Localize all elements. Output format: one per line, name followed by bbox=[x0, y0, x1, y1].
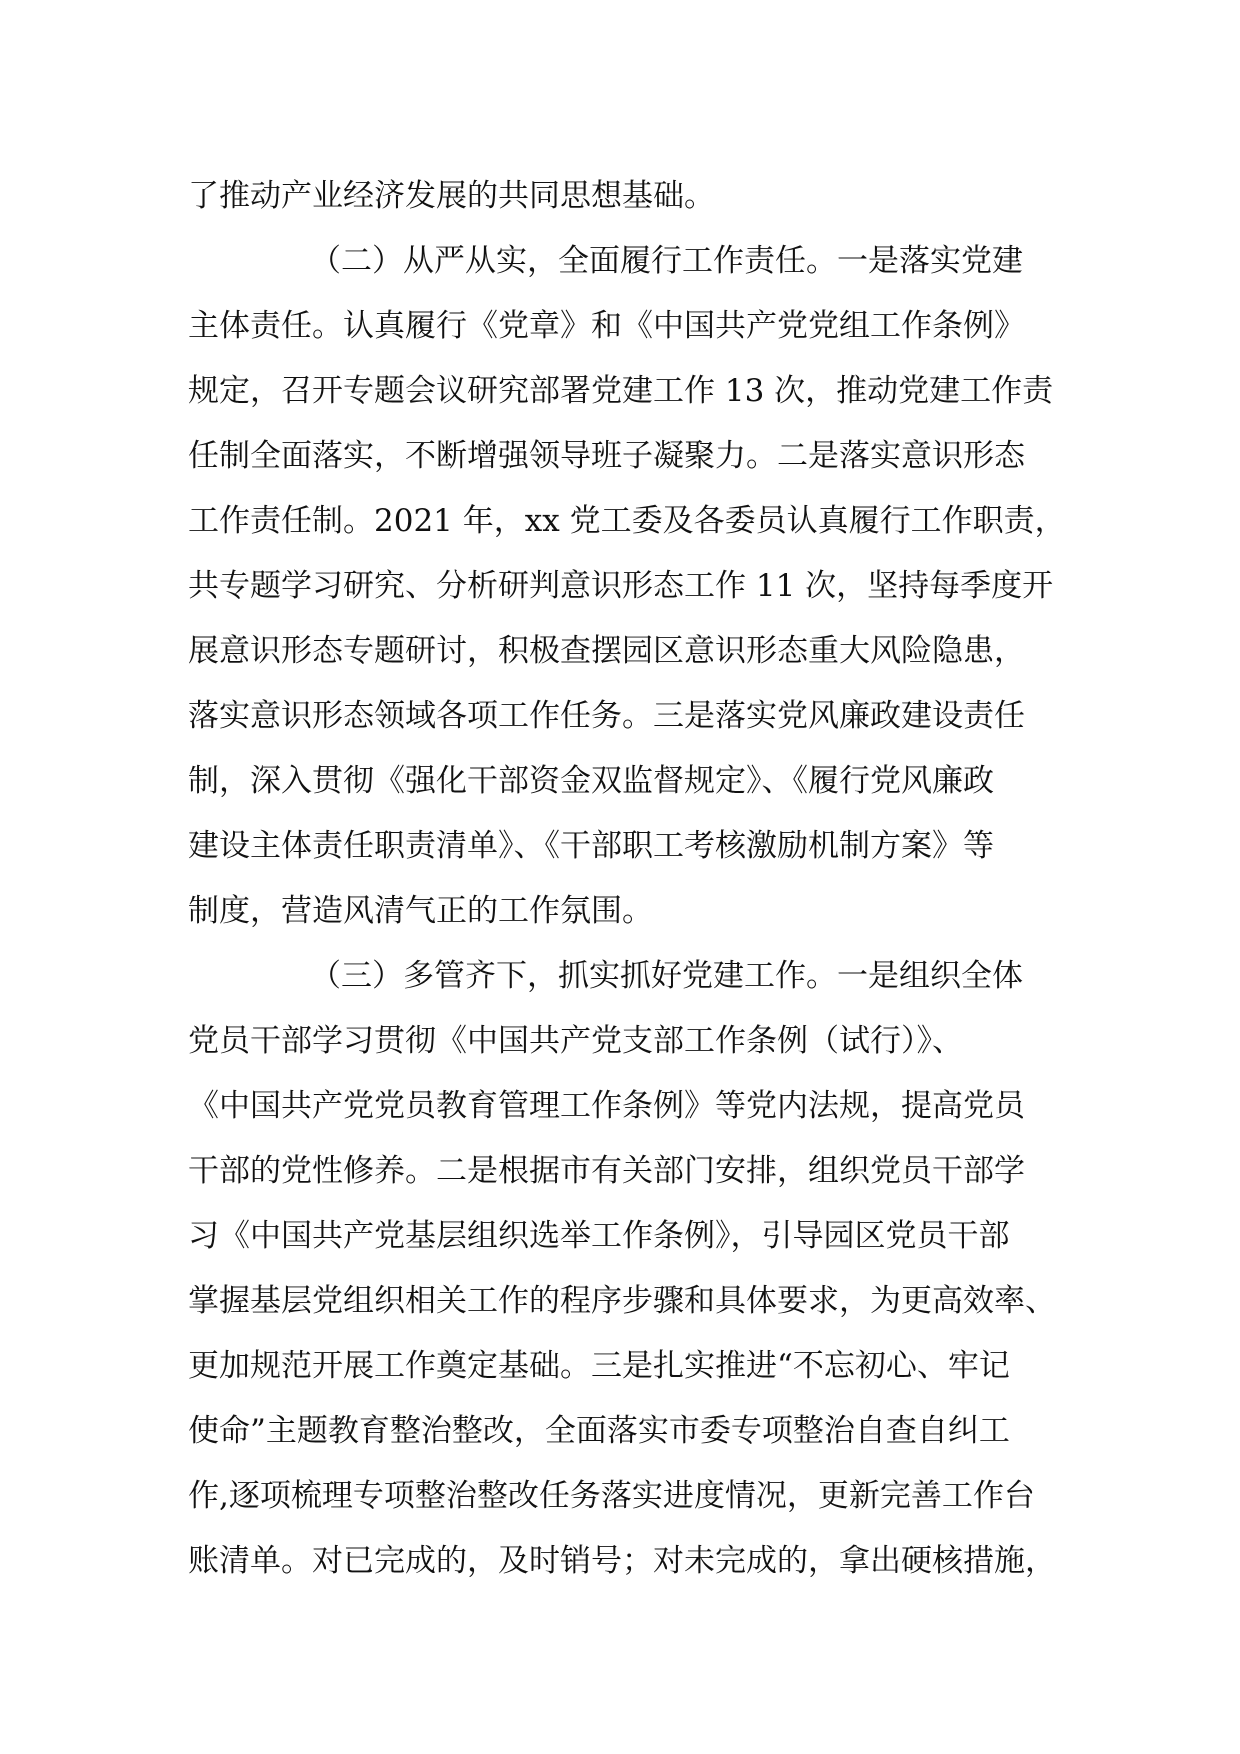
text-line: 《中国共产党党员教育管理工作条例》等党内法规，提高党员 bbox=[188, 1088, 1025, 1124]
body-text bbox=[188, 164, 1066, 1594]
text-line: 党员干部学习贯彻《中国共产党支部工作条例（试行）》、 bbox=[188, 1023, 963, 1059]
text-line: 主体责任。认真履行《党章》和《中国共产党党组工作条例》 bbox=[188, 308, 1025, 344]
text-line: 更加规范开展工作奠定基础。三是扎实推进“不忘初心、牢记 bbox=[188, 1348, 1010, 1384]
text-line: 制，深入贯彻《强化干部资金双监督规定》、《履行党风廉政 bbox=[188, 763, 994, 799]
text-line: 落实意识形态领域各项工作任务。三是落实党风廉政建设责任 bbox=[188, 698, 1025, 734]
text-line: 作,逐项梳理专项整治整改任务落实进度情况，更新完善工作台 bbox=[188, 1478, 1035, 1514]
text-line: 展意识形态专题研讨，积极查摆园区意识形态重大风险隐患， bbox=[188, 633, 1025, 669]
text-line: 干部的党性修养。二是根据市有关部门安排，组织党员干部学 bbox=[188, 1153, 1025, 1189]
text-line: 建设主体责任职责清单》、《干部职工考核激励机制方案》等 bbox=[188, 828, 994, 864]
section-heading-line: （二）从严从实，全面履行工作责任。一是落实党建 bbox=[310, 243, 1023, 279]
text-line: 了推动产业经济发展的共同思想基础。 bbox=[188, 178, 715, 214]
text-line: 共专题学习研究、分析研判意识形态工作 11 次，坚持每季度开 bbox=[188, 568, 1054, 604]
text-line: 任制全面落实，不断增强领导班子凝聚力。二是落实意识形态 bbox=[188, 438, 1025, 474]
text-line: 制度，营造风清气正的工作氛围。 bbox=[188, 893, 653, 929]
text-line: 账清单。对已完成的，及时销号；对未完成的，拿出硬核措施， bbox=[188, 1543, 1056, 1579]
text-line: 规定，召开专题会议研究部署党建工作 13 次，推动党建工作责 bbox=[188, 373, 1054, 409]
text-line: 使命”主题教育整治整改，全面落实市委专项整治自查自纠工 bbox=[188, 1413, 1010, 1449]
text-line: 掌握基层党组织相关工作的程序步骤和具体要求，为更高效率、 bbox=[188, 1283, 1056, 1319]
text-line: 工作责任制。2021 年，xx 党工委及各委员认真履行工作职责， bbox=[188, 503, 1066, 539]
text-line: 习《中国共产党基层组织选举工作条例》，引导园区党员干部 bbox=[188, 1218, 1010, 1254]
section-heading-line: （三）多管齐下，抓实抓好党建工作。一是组织全体 bbox=[310, 958, 1023, 994]
